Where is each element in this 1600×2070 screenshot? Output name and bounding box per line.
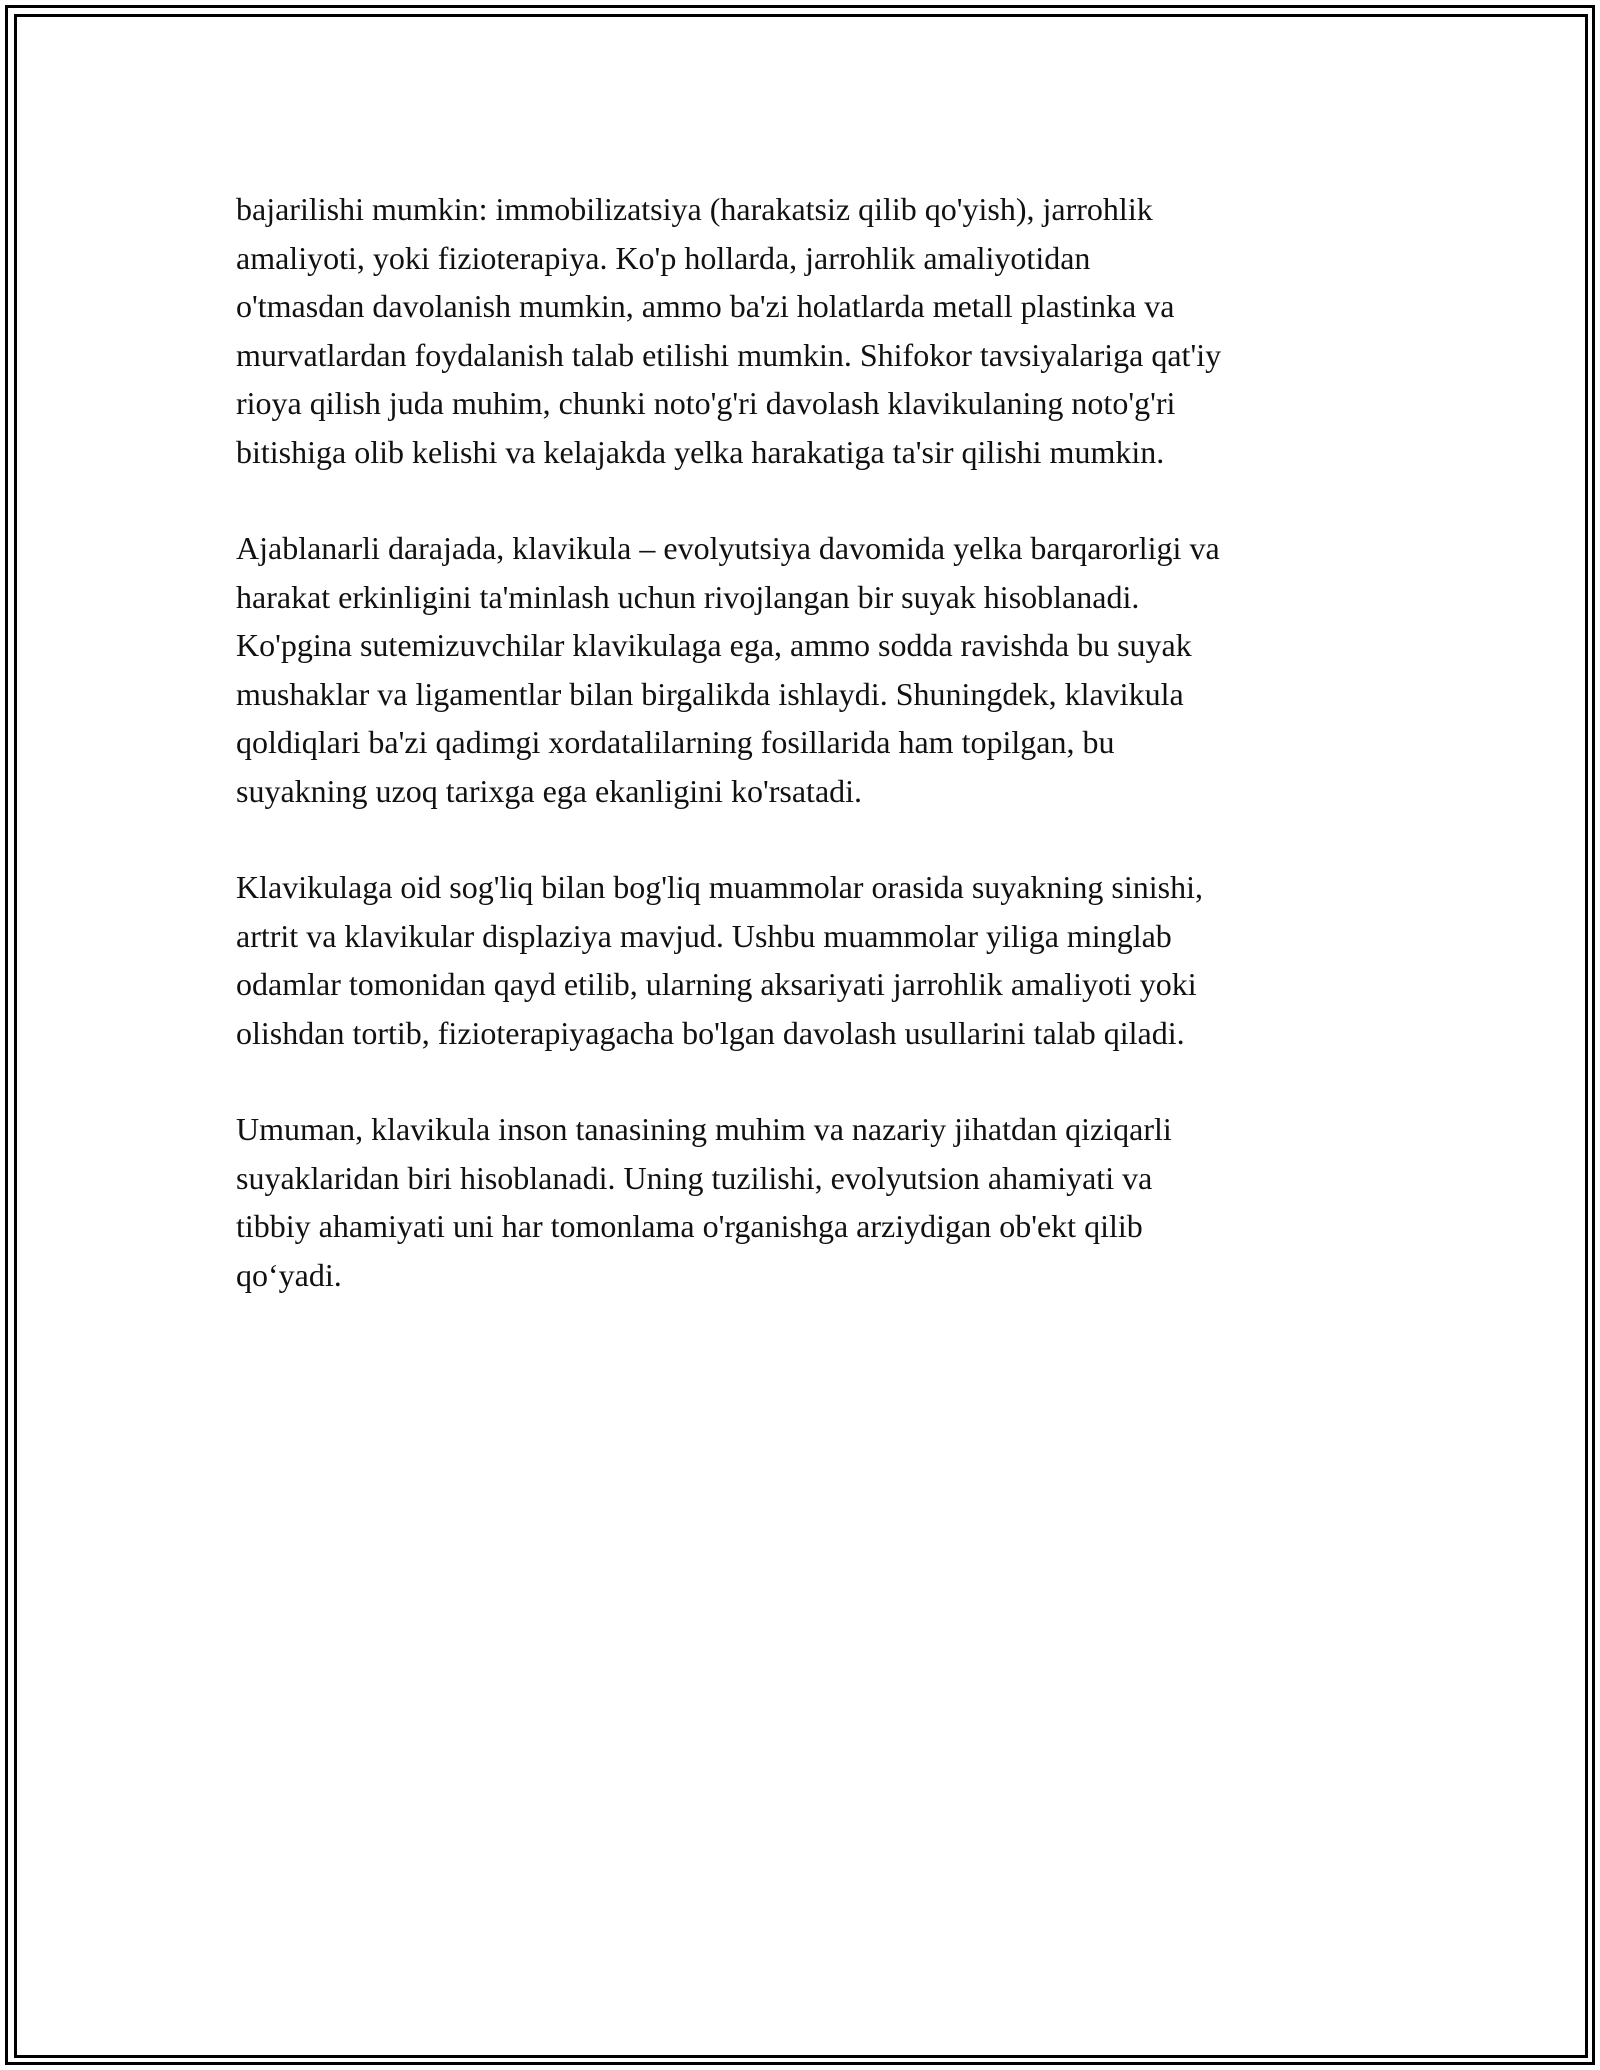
paragraph-conclusion: Umuman, klavikula inson tanasining muhim va nazariy jihatdan qiziqarli suyaklaridan biri hisoblanadi. Uning tuzilishi, evolyutsion ahamiyati va tibbiy ahamiyati uni har tomonlama o'rganishga arziydigan ob'ekt qilib qo‘yadi. [236,1111,1172,1293]
paragraph-evolution: Ajablanarli darajada, klavikula – evolyutsiya davomida yelka barqarorligi va harakat erkinligini ta'minlash uchun rivojlangan bir suyak hisoblanadi. Ko'pgina sutemizuvchilar klavikulaga ega, ammo sodda ravishda bu suyak mushaklar va ligamentlar bilan birgalikda ishlaydi. Shuningdek, klavikula qoldiqlari ba'zi qadimgi xordatalilarning fosillarida ham topilgan, bu suyakning uzoq tarixga ega ekanligini ko'rsatadi. [236,530,1220,809]
paragraph-treatment: bajarilishi mumkin: immobilizatsiya (harakatsiz qilib qo'yish), jarrohlik amaliyoti, yoki fizioterapiya. Ko'p hollarda, jarrohlik amaliyotidan o'tmasdan davolanish mumkin, ammo ba'zi holatlarda metall plastinka va murvatlardan foydalanish talab etilishi mumkin. Shifokor tavsiyalariga qat'iy rioya qilish juda muhim, chunki noto'g'ri davolash klavikulaning noto'g'ri bitishiga olib kelishi va kelajakda yelka harakatiga ta'sir qilishi mumkin. [236,191,1222,470]
paragraph-health-problems: Klavikulaga oid sog'liq bilan bog'liq muammolar orasida suyakning sinishi, artrit va klavikular displaziya mavjud. Ushbu muammolar yiliga minglab odamlar tomonidan qayd etilib, ularning aksariyati jarrohlik amaliyoti yoki olishdan tortib, fizioterapiyagacha bo'lgan davolash usullarini talab qiladi. [236,869,1203,1051]
document-body [236,185,1386,1347]
